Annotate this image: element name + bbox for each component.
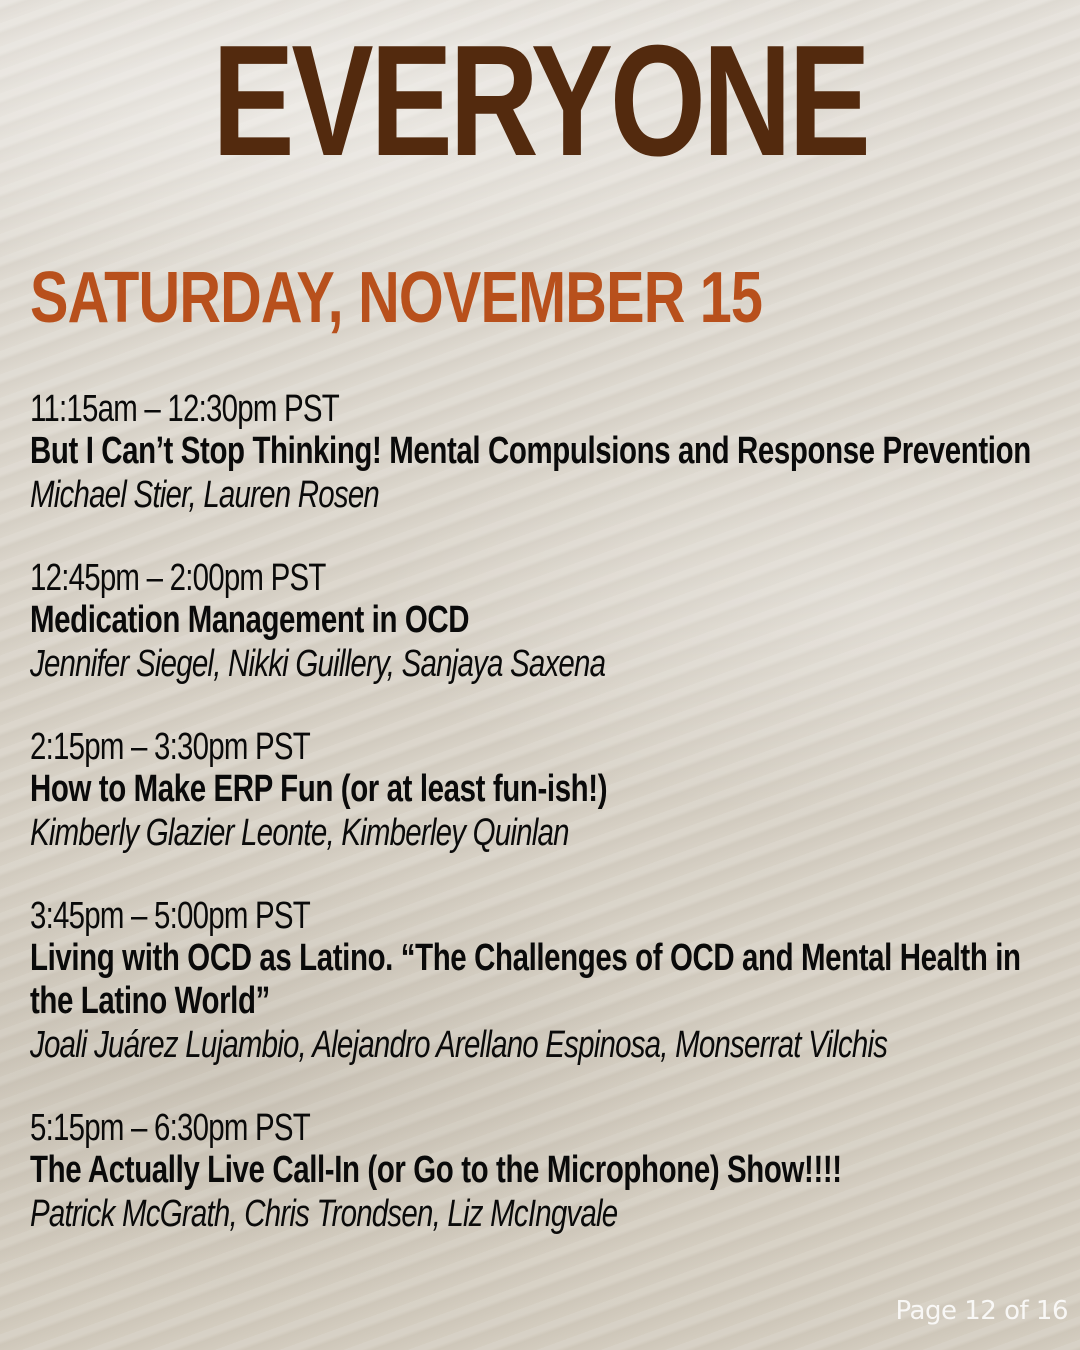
session-speakers: Patrick McGrath, Chris Trondsen, Liz McIngvale xyxy=(30,1193,618,1235)
session-time: 12:45pm – 2:00pm PST xyxy=(30,557,326,599)
schedule-date: SATURDAY, NOVEMBER 15 xyxy=(30,258,763,338)
session-speakers: Kimberly Glazier Leonte, Kimberley Quinlan xyxy=(30,812,569,854)
session-time: 5:15pm – 6:30pm PST xyxy=(30,1107,310,1149)
session-title: Medication Management in OCD xyxy=(30,599,470,641)
session-time: 3:45pm – 5:00pm PST xyxy=(30,895,310,937)
session-title: But I Can’t Stop Thinking! Mental Compulsions and Response Prevention xyxy=(30,430,1031,472)
session-speakers: Joali Juárez Lujambio, Alejandro Arellano Espinosa, Monserrat Vilchis xyxy=(30,1024,888,1066)
session-item xyxy=(30,726,1053,855)
session-speakers: Michael Stier, Lauren Rosen xyxy=(30,474,380,516)
session-time: 2:15pm – 3:30pm PST xyxy=(30,726,310,768)
session-speakers: Jennifer Siegel, Nikki Guillery, Sanjaya Saxena xyxy=(30,643,606,685)
session-title: The Actually Live Call-In (or Go to the Microphone) Show!!!! xyxy=(30,1149,842,1191)
session-time: 11:15am – 12:30pm PST xyxy=(30,388,339,430)
page-title: EVERYONE xyxy=(212,13,868,189)
session-list xyxy=(30,388,1053,1276)
session-item xyxy=(30,895,1053,1067)
session-item xyxy=(30,1107,1053,1236)
session-title: Living with OCD as Latino. “The Challenges of OCD and Mental Health in the Latino World” xyxy=(30,937,1021,1022)
session-title: How to Make ERP Fun (or at least fun-ish!) xyxy=(30,768,608,810)
session-item xyxy=(30,388,1053,517)
session-item xyxy=(30,557,1053,686)
page-number-label: Page 12 of 16 xyxy=(895,1296,1068,1326)
